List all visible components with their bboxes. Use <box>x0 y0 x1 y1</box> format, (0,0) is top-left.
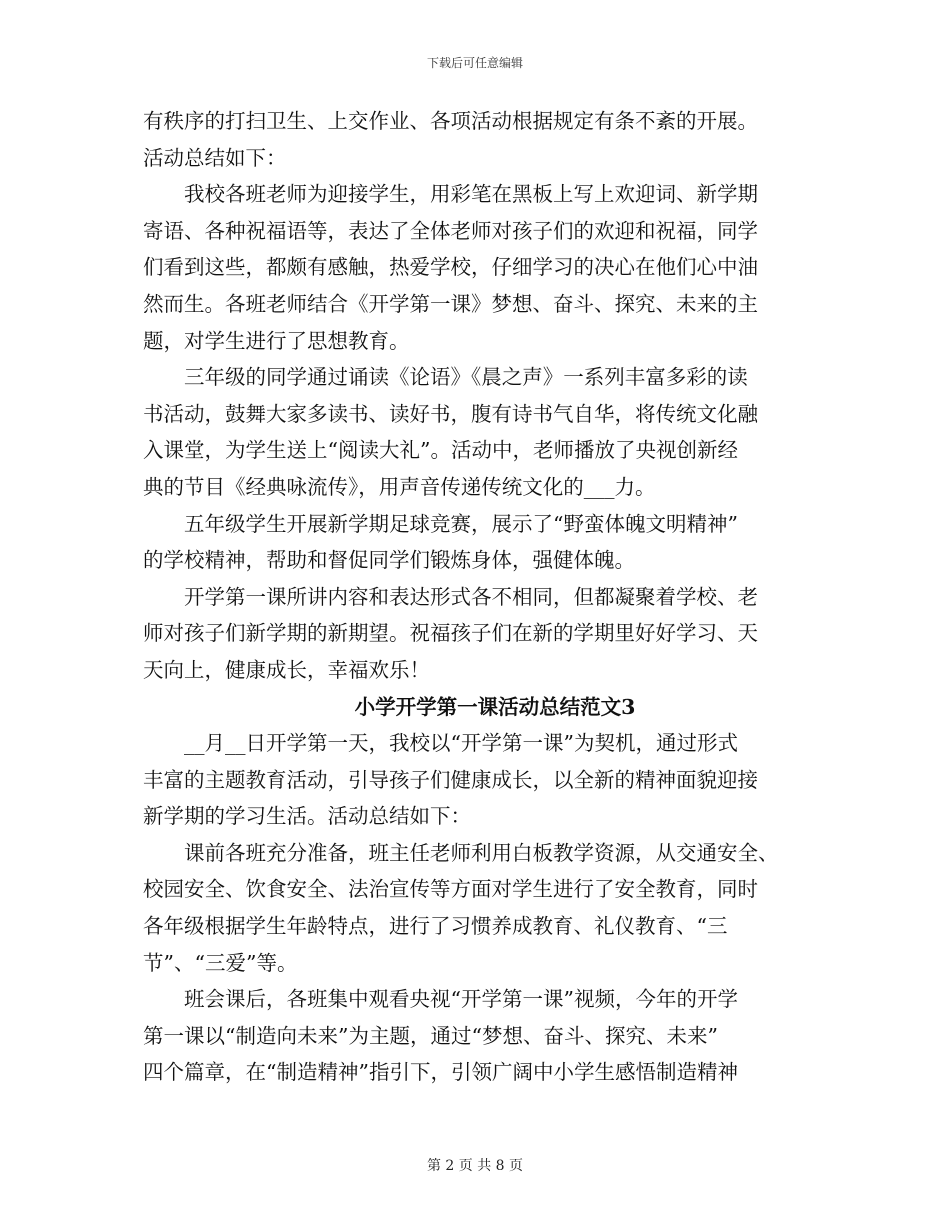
text-line: 节”、“三爱”等。 <box>143 950 298 975</box>
text-line: 各年级根据学生年龄特点，进行了习惯养成教育、礼仪教育、“三 <box>143 914 728 939</box>
section-heading: 小学开学第一课活动总结范文3 <box>354 694 636 719</box>
text-line: 第一课以“制造向未来”为主题，通过“梦想、奋斗、探究、未来” <box>143 1023 718 1048</box>
text-line: 有秩序的打扫卫生、上交作业、各项活动根据规定有条不紊的开展。 <box>143 109 758 133</box>
download-note: 下载后可任意编辑 <box>426 56 523 70</box>
text-line: 然而生。各班老师结合《开学第一课》梦想、奋斗、探究、未来的主 <box>143 291 758 316</box>
body-text <box>143 103 833 1091</box>
text-line: 书活动，鼓舞大家多读书、读好书，腹有诗书气自华，将传统文化融 <box>143 401 758 426</box>
text-line: 天向上，健康成长，幸福欢乐！ <box>143 657 430 682</box>
paragraph-start-line: 课前各班充分准备，班主任老师利用白板教学资源，从交通安全、 <box>184 840 779 865</box>
text-line: 入课堂，为学生送上“阅读大礼”。活动中，老师播放了央视创新经 <box>143 438 738 463</box>
text-line: 寄语、各种祝福语等，表达了全体老师对孩子们的欢迎和祝福，同学 <box>143 218 758 243</box>
text-line: 丰富的主题教育活动，引导孩子们健康成长，以全新的精神面貌迎接 <box>143 767 758 792</box>
paragraph-start-line: 我校各班老师为迎接学生，用彩笔在黑板上写上欢迎词、新学期 <box>184 182 758 207</box>
text-line: 的学校精神，帮助和督促同学们锻炼身体，强健体魄。 <box>143 548 635 573</box>
text-line: 题，对学生进行了思想教育。 <box>143 328 410 353</box>
text-line: 活动总结如下： <box>143 145 287 170</box>
text-line: 新学期的学习生活。活动总结如下： <box>143 804 471 829</box>
text-line: 们看到这些，都颇有感触，热爱学校，仔细学习的决心在他们心中油 <box>143 255 758 280</box>
paragraph-start-line: 三年级的同学通过诵读《论语》《晨之声》一系列丰富多彩的读 <box>184 365 748 390</box>
text-line: 四个篇章，在“制造精神”指引下，引领广阔中小学生感悟制造精神 <box>143 1060 738 1085</box>
paragraph-start-line: 开学第一课所讲内容和表达形式各不相同，但都凝聚着学校、老 <box>184 584 758 609</box>
paragraph-start-line: __月__日开学第一天，我校以“开学第一课”为契机，通过形式 <box>184 731 738 756</box>
text-line: 师对孩子们新学期的新期望。祝福孩子们在新的学期里好好学习、天 <box>143 621 758 646</box>
text-line: 典的节目《经典咏流传》，用声音传递传统文化的___力。 <box>143 474 656 499</box>
paragraph-start-line: 五年级学生开展新学期足球竞赛，展示了“野蛮体魄文明精神” <box>184 511 738 536</box>
text-line: 校园安全、饮食安全、法治宣传等方面对学生进行了安全教育，同时 <box>143 877 758 902</box>
page-number: 第 2 页 共 8 页 <box>426 1158 524 1174</box>
paragraph-start-line: 班会课后，各班集中观看央视“开学第一课”视频，今年的开学 <box>184 987 738 1012</box>
